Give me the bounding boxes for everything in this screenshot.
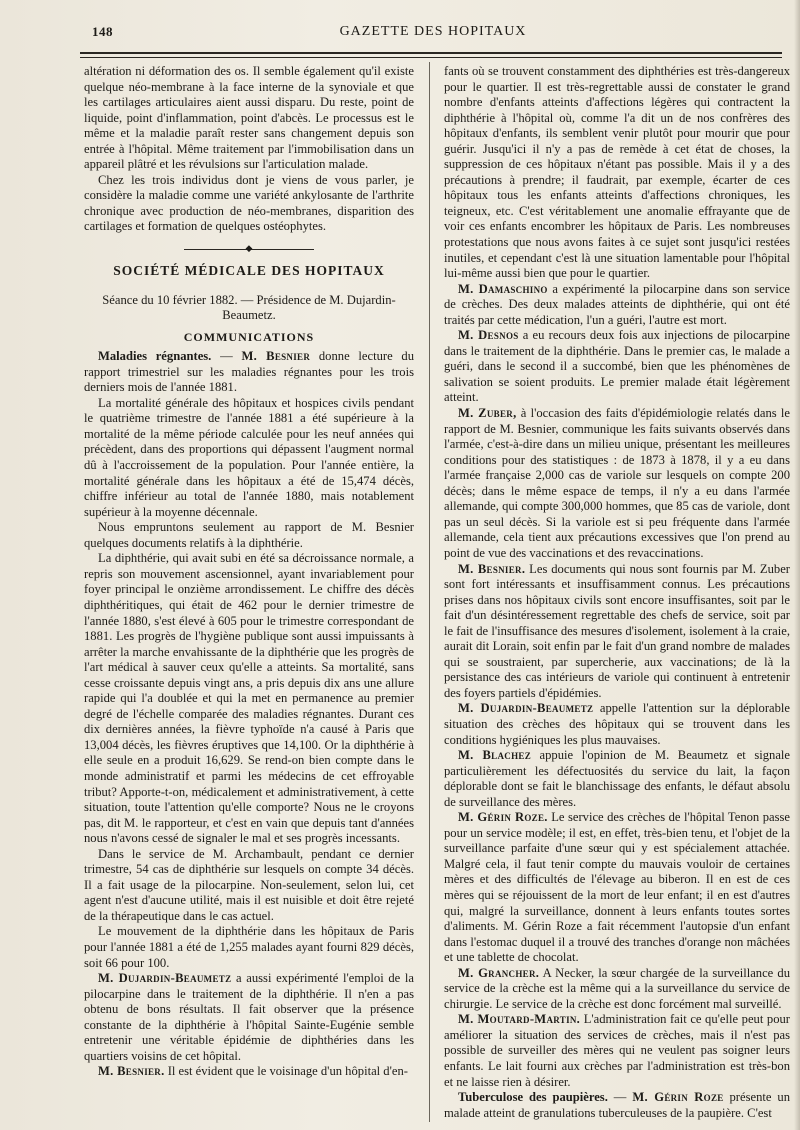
paragraph bbox=[444, 966, 790, 1013]
speaker-name: M. Grancher. bbox=[458, 965, 540, 980]
paragraph-text: présente un malade atteint de granulations tuberculeuses de la paupière. C'est bbox=[444, 1090, 790, 1120]
paragraph bbox=[84, 1064, 414, 1080]
paragraph-text: donne lecture du rapport trimestriel sur les maladies régnantes pour les trois derniers mois de l'année 1881. bbox=[84, 349, 415, 395]
speaker-name: M. Dujardin-Beaumetz bbox=[98, 971, 232, 986]
right-column bbox=[444, 64, 790, 1121]
paragraph bbox=[444, 562, 790, 702]
header-rule bbox=[80, 52, 782, 58]
paragraph: Dans le service de M. Archambault, pendant ce dernier trimestre, 54 cas de diphthérie sur lesquels on compte 34 décès. Il a fait usage de la pilocarpine. Non-seulement, selon lui, cet agent n'est d'aucune utilité, mais il est nuisible et doit être rejeté de la thérapeutique dans le cas actuel. bbox=[84, 846, 414, 923]
paragraph-text: appuie l'opinion de M. Beaumetz et signale particulièrement les défectuosités du service du lait, la façon déplorable dont se fait le blanchissage des enfants, le défaut absolu de surveillance des mères. bbox=[444, 748, 791, 809]
paragraph bbox=[444, 328, 790, 406]
paragraph: Chez les trois individus dont je viens de vous parler, je considère la maladie comme une variété ankylosante de l'arthrite chronique avec production de néo-membranes, disparition des cartilages et formation de quelques ostéophytes. bbox=[84, 172, 414, 234]
paragraph bbox=[444, 282, 790, 329]
paragraph bbox=[84, 971, 414, 1064]
paragraph-text: Les documents qui nous sont fournis par M. Zuber sont fort intéressants et insuffisamment connus. Les précautions prises dans nos hôpitaux civils sont encore insuffisantes, soit par le fait d'un désintéressement regrettable des chefs de service, soit par le fait de l'insuffisance des mesures d'isolement, isolement à la craie, aurait dit Lorain, soit enfin par le fait d'un grand nombre de malades qui se soustraient, par supercherie, aux vaccinations; de là la persistance des cas intérieurs de variole qui continuent à entretenir des foyers partiels d'épidémies. bbox=[444, 561, 790, 700]
paragraph: Maladies régnantes. — M. Besnier donne lecture du rapport trimestriel sur les maladies régnantes pour les trois derniers mois de l'année 1881. bbox=[84, 349, 415, 395]
speaker-name: M. Zuber, bbox=[458, 406, 517, 421]
subheading: COMMUNICATIONS bbox=[183, 329, 315, 344]
column-divider bbox=[429, 62, 430, 1122]
speaker-name: M. Desnos bbox=[458, 328, 519, 343]
paragraph bbox=[444, 810, 790, 965]
speaker-name: M. Gérin Roze. bbox=[458, 810, 548, 825]
speaker-name: M. Gérin Roze bbox=[632, 1090, 724, 1105]
paragraph bbox=[444, 701, 790, 748]
topic-heading: Maladies régnantes. bbox=[98, 349, 212, 364]
paragraph: Le mouvement de la diphthérie dans les hôpitaux de Paris pour l'année 1881 a été de 1,255 malades ayant fourni 829 décès, soit 66 pour 100. bbox=[84, 924, 414, 970]
paragraph: Nous empruntons seulement au rapport de M. Besnier quelques documents relatifs à la diphthérie. bbox=[84, 520, 414, 550]
journal-title: GAZETTE DES HOPITAUX bbox=[339, 24, 527, 39]
paragraph-text: a aussi expérimenté l'emploi de la pilocarpine dans le traitement de la diphthérie. Il n'en a pas obtenu de bons résultats. Il fait observer que la présence constante de la diphthérie à l'hôpital Sainte-Eugénie semble entretenir une véritable épidémie de diphthéries dans les quartiers voisins de cet hôpital. bbox=[84, 971, 414, 1063]
paragraph bbox=[444, 748, 790, 810]
speaker-name: M. Dujardin-Beaumetz bbox=[458, 701, 594, 716]
paragraph-text: L'administration fait ce qu'elle peut pour améliorer la situation des services de crèches, mais il n'est pas possible de surveiller des mères qui ne veulent pas soigner leurs enfants. Le lait fourni aux crèches par l'administration est très-bon et ne laisse rien à désirer. bbox=[444, 1012, 790, 1089]
paragraph: altération ni déformation des os. Il semble également qu'il existe quelque néo-membrane à la face interne de la synoviale et que les cartilages articulaires aient aussi disparu. Du reste, point de liquide, point d'inflammation, point d'abcès. Le processus est le même et la maladie paraît rester sans changement depuis son entrée à l'hôpital. Même traitement par l'immobilisation dans un appareil plâtré et les révulsions sur l'articulation malade. bbox=[84, 64, 414, 172]
speaker-name: M. Besnier bbox=[241, 349, 311, 364]
speaker-name: M. Besnier. bbox=[458, 561, 526, 576]
paragraph bbox=[444, 1090, 790, 1121]
paragraph-text: a eu recours deux fois aux injections de pilocarpine dans le traitement de la diphthérie. Dans le premier cas, le malade a guéri, dans le second il a succombé, bien que les phénomènes de salivation se soient produits. Le premier malade était légèrement atteint. bbox=[444, 328, 790, 405]
paragraph-text: Il est évident que le voisinage d'un hôpital d'en- bbox=[164, 1064, 408, 1079]
paragraph: fants où se trouvent constamment des diphthéries est très-dangereux pour le quartier. Il est très-regrettable aussi de constater le grand nombre d'enfants atteints d'affections légères qui contractent la diphthérie à l'hôpital où, comme l'a dit un de nos confrères des hôpitaux d'enfants, ils semblent venir plutôt pour mourir que pour guérir. Jusqu'ici il n'y a pas de remède à cet état de choses, la suppression de ces hôpitaux n'étant pas possible. Mais il y a des précautions à prendre; il faudrait, par exemple, écarter de ces hôpitaux tous les enfants atteints d'affections chroniques, les teigneux, etc. C'est véritablement une anomalie effrayante que de voir ces enfants encombrer les hôpitaux de Paris. Les nombreuses protestations que nous avons faites à ce sujet sont jusqu'ici restées inutiles, et cependant c'est là une situation lamentable pour l'hôpital lui-même aussi bien que pour le quartier. bbox=[444, 64, 790, 281]
paragraph-text: a expérimenté la pilocarpine dans son service de crèches. Des deux malades atteints de diphthérie, qui ont été traités par cette médication, l'un a guéri, l'autre est mort. bbox=[444, 281, 791, 327]
speaker-name: M. Blachez bbox=[458, 748, 531, 763]
paragraph: La diphthérie, qui avait subi en été sa décroissance normale, a repris son mouvement ascensionnel, ayant invariablement pour foyer principal le onzième arrondissement. Le chiffre des décès diphthéritiques, qui était de 462 pour le dernier trimestre de l'année 1880, s'est élevé à 605 pour le trimestre correspondant de 1881. Les progrès de l'hygiène publique sont aussi impuissants à arrêter la marche envahissante de la diphthérie que les progrès de l'art médical à sauver ceux qu'elle a atteints. Sa mortalité, sans cesse croissante depuis vingt ans, a pris depuis dix ans une allure rapide qui l'a doublée et qui la met en permanence au premier degré de l'échelle comparée des maladies régnantes. Durant ces dix dernières années, la fièvre typhoïde n'a causé à Paris que 13,004 décès, les fièvres éruptives que 14,100. Or la diphthérie à elle seule en a produit 16,629. Se rend-on bien compte dans le monde administratif et parmi les médecins de cet effroyable tribut? Apporte-t-on, médicalement et administrativement, à cette situation, toute l'attention qu'elle comporte? Nous ne le croyons pas, dit M. le rapporteur, et c'est en vain que depuis tant d'années nous n'avons cessé de signaler le mal et ses progrès incessants. bbox=[84, 551, 414, 846]
dash-separator: — bbox=[607, 1090, 633, 1105]
section-title: SOCIÉTÉ MÉDICALE DES HOPITAUX bbox=[113, 263, 385, 279]
speaker-name: M. Damaschino bbox=[458, 281, 548, 296]
paragraph-text: A Necker, la sœur chargée de la surveillance du service de la crèche est la même qui a la surveillance du service de chirurgie. Le service de la crèche est donc forcément mal surveillé. bbox=[444, 965, 790, 1011]
ornament-divider bbox=[84, 243, 414, 257]
page-number: 148 bbox=[92, 24, 113, 39]
paragraph-text: Le service des crèches de l'hôpital Tenon passe pour un service modèle; il est, en effet, très-bien tenu, et l'objet de la surveillance parfaite d'une sœur qui y est spécialement attachée. Malgré cela, il faut tenir compte du mauvais vouloir de certaines mères et des difficultés de l'élevage au biberon. Il en est de ces mères qui se réjouissent de la mort de leur enfant; il en est d'autres qui, malgré la surveillance, donnent à leurs enfants toutes sortes d'aliments. M. Gérin Roze a fait récemment l'autopsie d'un enfant dans l'estomac duquel il a trouvé des tranches d'orange non mâchées et une tablette de chocolat. bbox=[444, 810, 790, 965]
speaker-name: M. Besnier. bbox=[98, 1064, 165, 1079]
paragraph: La mortalité générale des hôpitaux et hospices civils pendant le quatrième trimestre de l'année 1881 a été supérieure à la mortalité de la même période calculée pour les neuf années qui précèdent, dans des proportions qui dépassent l'augment normal dû à l'accroissement de la population. Pour l'année entière, la mortalité générale dans les hôpitaux a été de 15,474 décès, chiffre inférieur au total de l'année 1880, mais notablement supérieur à la moyenne décennale. bbox=[84, 395, 414, 519]
page-header bbox=[80, 22, 786, 46]
topic-heading: Tuberculose des paupières. bbox=[458, 1090, 608, 1105]
page-edge-shadow bbox=[794, 0, 800, 1130]
speaker-name: M. Moutard-Martin. bbox=[458, 1012, 581, 1027]
paragraph bbox=[444, 406, 790, 561]
paragraph bbox=[444, 1012, 790, 1090]
paragraph-text: appelle l'attention sur la déplorable situation des crèches des hôpitaux qui se trouvent dans les conditions hygiéniques les plus mauvaises. bbox=[444, 701, 790, 747]
paragraph-text: à l'occasion des faits d'épidémiologie relatés dans le rapport de M. Besnier, communique les faits suivants observés dans l'armée, c'est-à-dire dans un milieu unique, présentant les meilleures conditions pour des statistiques : de 1873 à 1878, il y a eu dans l'armée française 2,000 cas de variole sur lesquels on compte 200 décès; dans le même espace de temps, il n'y a eu dans l'armée allemande, qui compte 300,000 hommes, que 85 cas de variole, dont pas un seul décès. Si la variole est si peu fréquente dans l'armée allemande, cela tient aux précautions excessives que l'on prend au point de vue des vaccinations et des revaccinations. bbox=[444, 406, 790, 560]
left-column bbox=[84, 64, 414, 1080]
session-line: Séance du 10 février 1882. — Présidence de M. Dujardin-Beaumetz. bbox=[102, 292, 396, 323]
